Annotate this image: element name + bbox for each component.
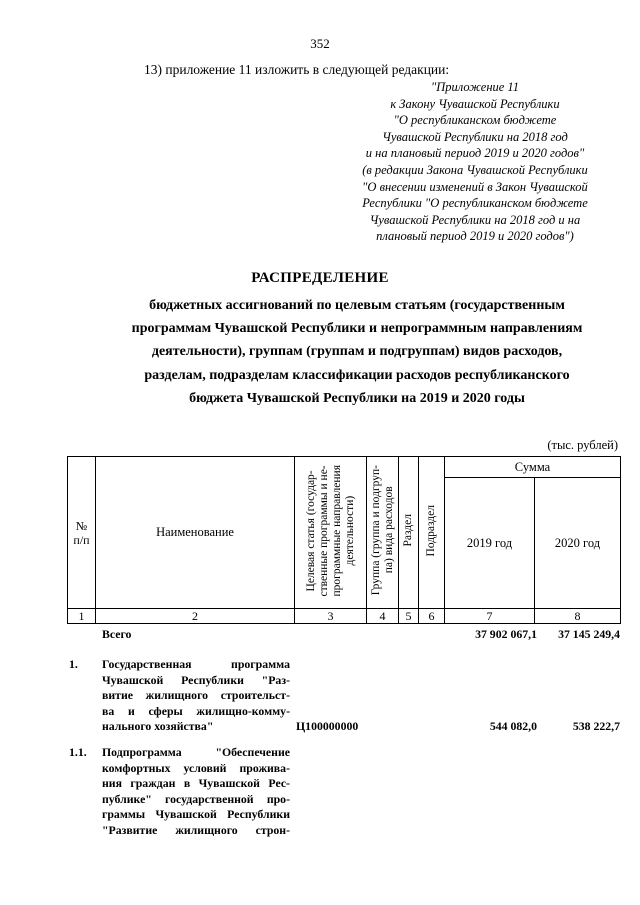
row-name-line: граммы Чувашской Республики: [102, 807, 290, 821]
row-name-line: Всего: [102, 627, 132, 641]
row-name-line: ва и сферы жилищно-комму-: [102, 703, 290, 718]
row-name-line: публике" государственной про-: [102, 791, 290, 806]
header-group-line: Группа (группа и подгруп-: [369, 465, 382, 596]
header-year-2019: 2019 год: [445, 478, 535, 609]
row-name-line: ния граждан в Чувашской Рес-: [102, 776, 290, 790]
column-number: 8: [535, 609, 621, 624]
row-name: [102, 627, 290, 643]
subtitle-line: бюджета Чувашской Республики на 2019 и 2020 годы: [189, 390, 525, 406]
header-name: Наименование: [96, 457, 295, 609]
units-label: (тыс. рублей): [547, 438, 618, 452]
appendix-line: "О внесении изменений в Закон Чувашской: [362, 179, 588, 194]
header-group: [367, 457, 399, 609]
column-number: 5: [399, 609, 419, 624]
row-name: [102, 657, 290, 735]
header-sum: Сумма: [445, 457, 621, 478]
appendix-line: "Приложение 11: [430, 80, 520, 94]
appendix-line: Республики "О республиканском бюджете: [362, 196, 588, 211]
header-target-line: ственные программы и не-: [317, 464, 330, 597]
appendix-header: [330, 79, 620, 245]
subtitle-line: деятельности), группам (группам и подгруппам) видов расходов,: [151, 344, 563, 360]
column-number: 2: [96, 609, 295, 624]
header-year-2020: 2020 год: [535, 478, 621, 609]
column-number: 6: [419, 609, 445, 624]
header-section: [399, 457, 419, 609]
header-target-line: программные направления: [330, 464, 343, 597]
appendix-line: и на плановый период 2019 и 2020 годов": [365, 146, 585, 161]
header-target: [295, 457, 367, 609]
row-value-2019: 37 902 067,1: [475, 627, 537, 641]
row-value-2020: 37 145 249,4: [558, 627, 620, 641]
row-value-2020: 538 222,7: [572, 719, 620, 733]
row-number: 1.1.: [69, 745, 87, 759]
appendix-line: (в редакции Закона Чувашской Республики: [362, 162, 588, 177]
row-name-line: нального хозяйства": [102, 719, 214, 733]
budget-table-header: [67, 456, 621, 624]
amendment-intro: 13) приложение 11 изложить в следующей редакции:: [144, 62, 450, 77]
appendix-line: Чувашской Республики на 2018 год: [382, 129, 568, 144]
column-number: 3: [295, 609, 367, 624]
row-number: 1.: [69, 657, 78, 671]
appendix-line: плановый период 2019 и 2020 годов"): [376, 229, 574, 244]
row-name-line: Чувашской Республики "Раз-: [102, 672, 290, 687]
row-target-code: Ц100000000: [296, 719, 359, 733]
column-number: 7: [445, 609, 535, 624]
header-subsection: [419, 457, 445, 609]
header-num: [68, 457, 96, 609]
row-name-line: витие жилищного строительст-: [102, 688, 290, 702]
subtitle-line: бюджетных ассигнований по целевым статьям (государственным: [149, 298, 565, 313]
document-title: РАСПРЕДЕЛЕНИЕ: [251, 270, 389, 286]
subtitle-line: программам Чувашской Республики и непрограммным направлениям: [131, 321, 583, 337]
header-group-line: па) вида расходов: [382, 487, 395, 574]
document-subtitle: [90, 294, 624, 410]
appendix-line: к Закону Чувашской Республики: [390, 96, 560, 111]
page-number: 352: [310, 36, 330, 51]
row-name-line: Подпрограмма "Обеспечение: [102, 745, 290, 759]
header-num-line: п/п: [73, 532, 90, 547]
row-name: [102, 745, 290, 838]
appendix-line: Чувашской Республики на 2018 год и на: [369, 212, 581, 227]
header-subsection-label: Подраздел: [425, 504, 437, 557]
row-name-line: "Развитие жилищного строн-: [102, 822, 290, 837]
header-target-line: Целевая статья (государ-: [304, 469, 317, 592]
appendix-line: "О республиканском бюджете: [393, 113, 557, 128]
column-number: 4: [367, 609, 399, 624]
header-num-line: №: [75, 518, 88, 533]
column-number: 1: [68, 609, 96, 624]
row-name-line: комфортных условий прожива-: [102, 760, 290, 775]
row-value-2019: 544 082,0: [489, 719, 537, 733]
header-target-line: деятельности): [343, 495, 356, 566]
subtitle-line: разделам, подразделам классификации расходов республиканского: [144, 367, 570, 383]
row-name-line: Государственная программа: [102, 657, 290, 671]
header-section-label: Раздел: [402, 514, 414, 547]
